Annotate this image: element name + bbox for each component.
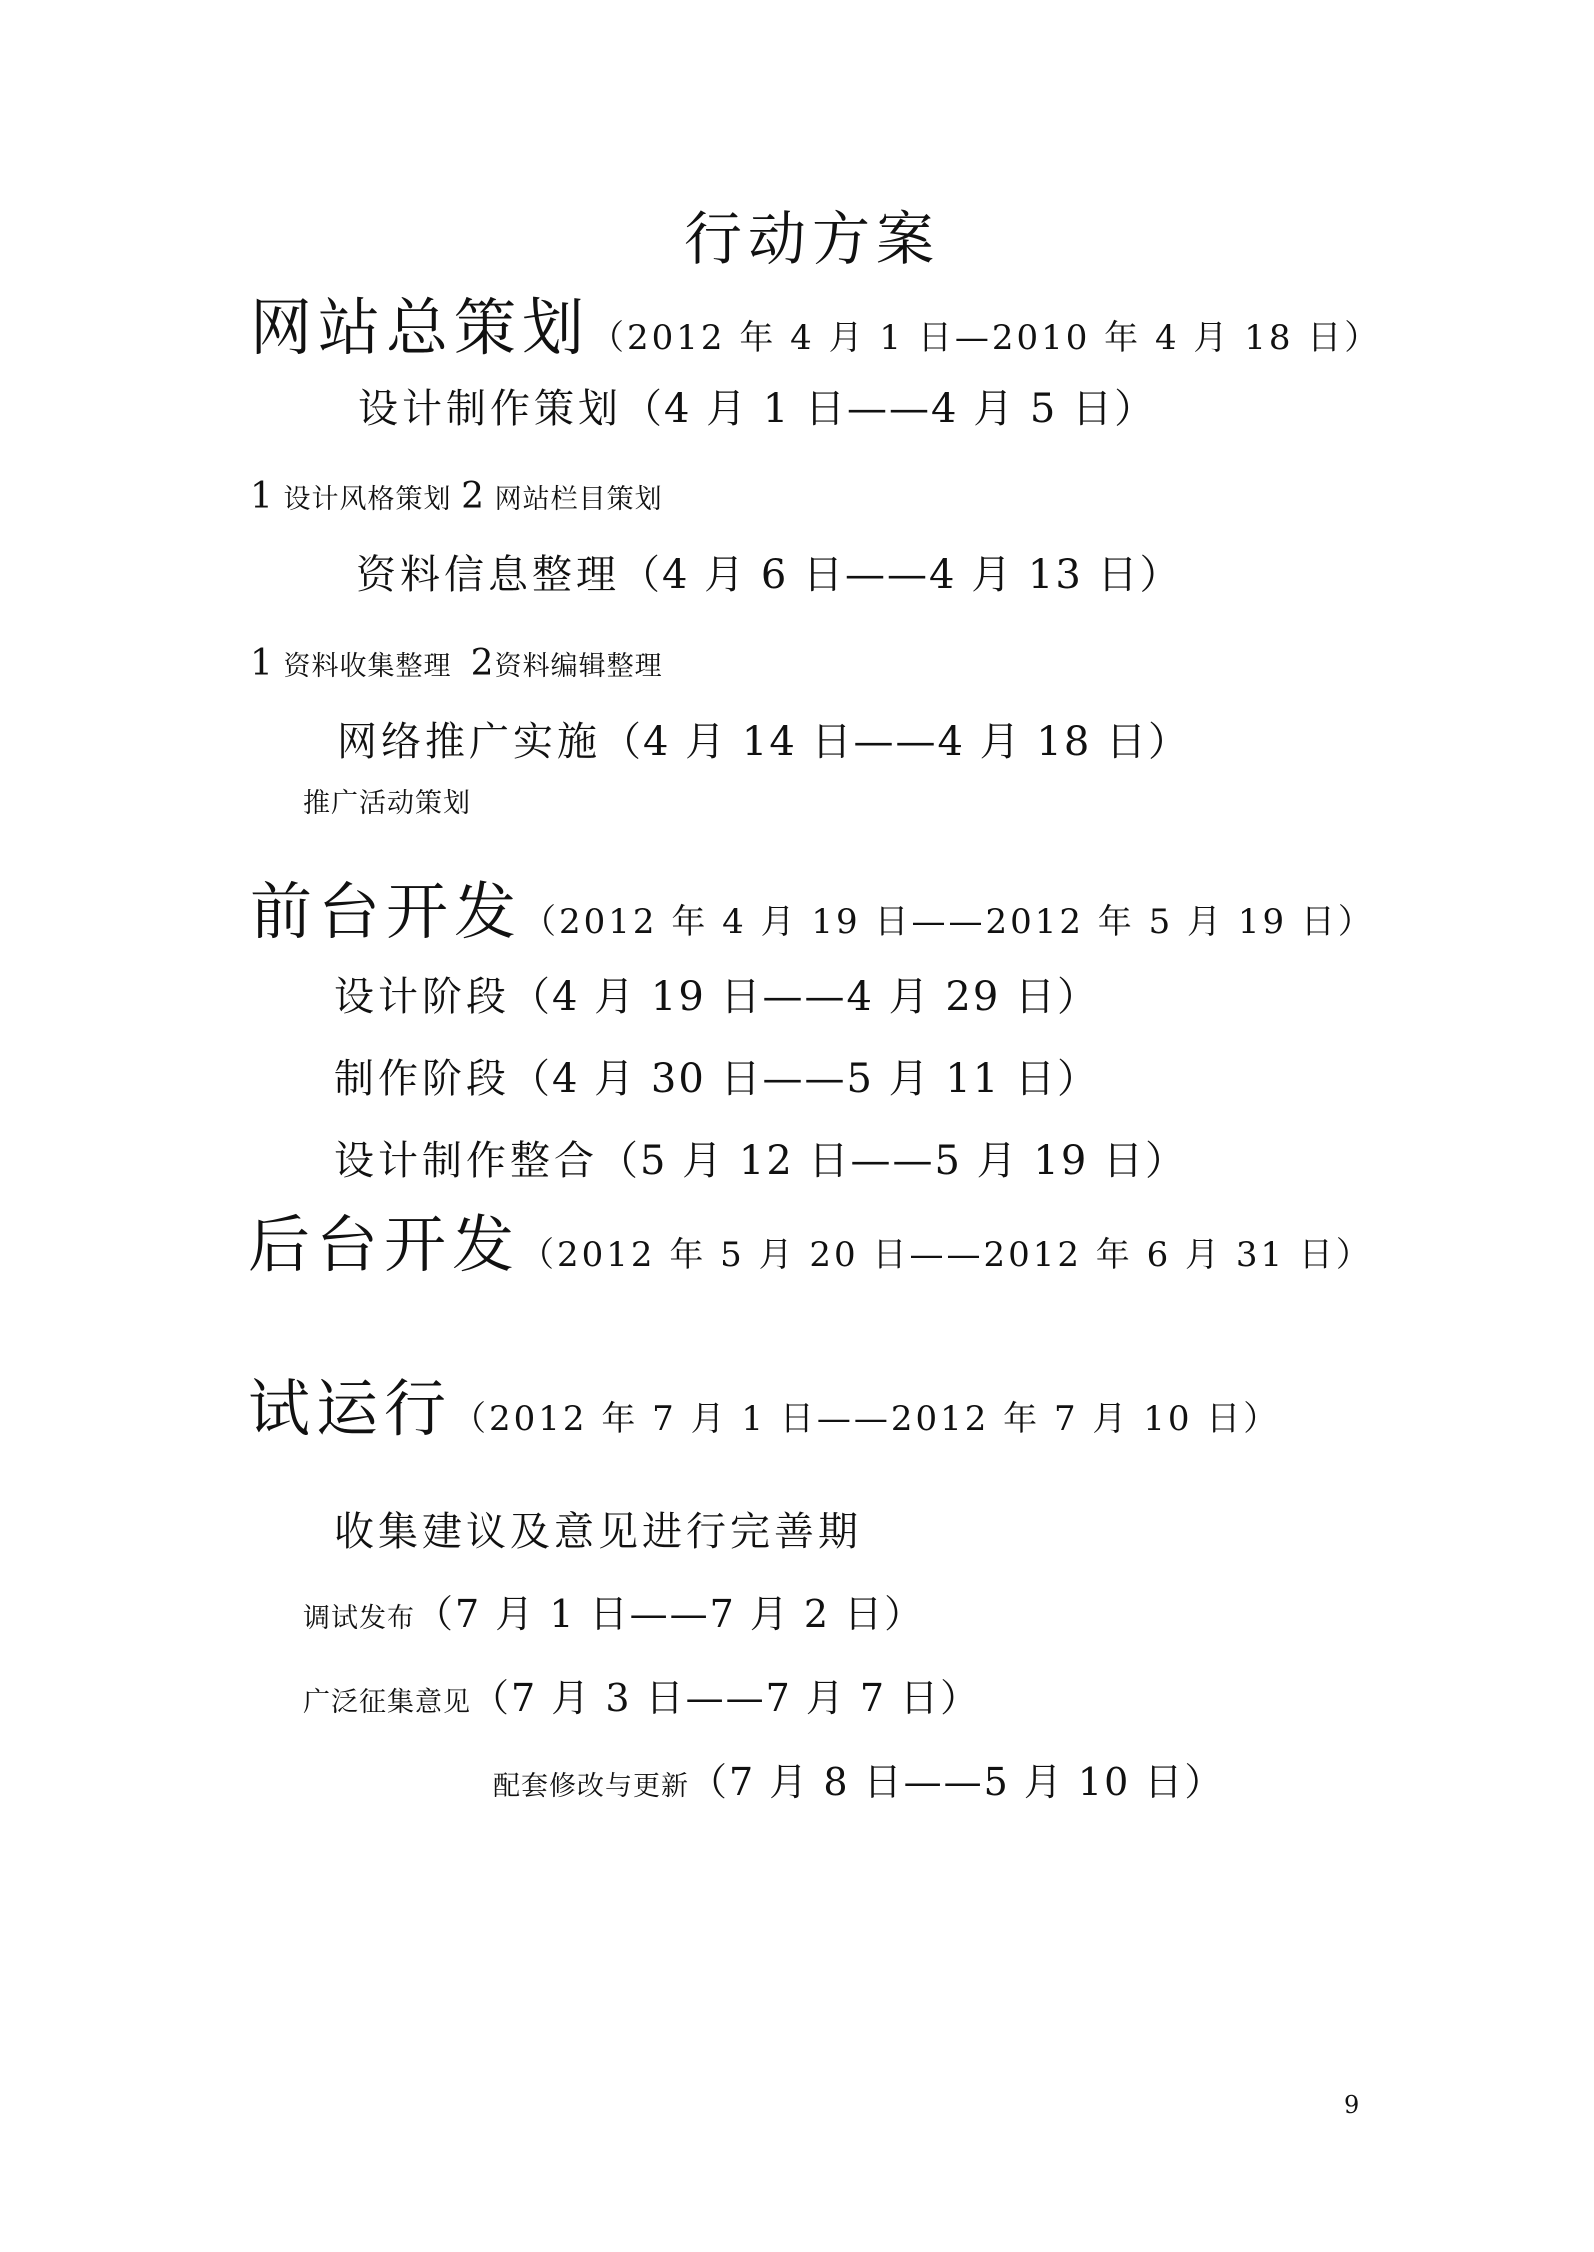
section-title: 网站总策划 [250,291,591,364]
step-label: 设计制作整合 [334,1138,598,1184]
step-label: 网络推广实施 [337,719,601,765]
section-title: 后台开发 [248,1208,521,1281]
step-date-range: （4 月 19 日——4 月 29 日） [510,974,1099,1020]
detail-number: 1 [250,643,274,684]
step-design-production-planning [358,386,1157,432]
step-date-range: （7 月 3 日——7 月 7 日） [471,1676,981,1720]
section-date-range: （2012 年 5 月 20 日——2012 年 6 月 31 日） [520,1235,1373,1275]
detail-text: 设计风格策划 [283,484,452,515]
step-date-range: （7 月 8 日——5 月 10 日） [689,1760,1225,1804]
trial-subheading: 收集建议及意见进行完善期 [334,1509,862,1555]
step-network-promotion [337,719,1190,765]
page-title: 行动方案 [684,205,941,273]
step-label: 设计阶段 [334,974,510,1020]
step-label: 广泛征集意见 [303,1687,471,1718]
step-label: 调试发布 [303,1603,415,1634]
step-collect-feedback [303,1676,981,1720]
step-date-range: （4 月 6 日——4 月 13 日） [620,552,1182,598]
section-title: 前台开发 [250,875,523,948]
step-debug-release [303,1592,925,1636]
step-integration [334,1138,1187,1184]
step-revise-update [493,1760,1225,1804]
detail-number: 2 [470,643,495,684]
step-info-organization [356,552,1182,598]
detail-number: 2 [461,476,485,517]
section-heading-trial-run [248,1372,1281,1445]
step-date-range: （4 月 30 日——5 月 11 日） [510,1056,1099,1102]
section-date-range: （2012 年 4 月 19 日——2012 年 5 月 19 日） [522,902,1375,942]
step-production-phase [334,1056,1099,1102]
step-detail-info [250,643,663,684]
step-label: 资料信息整理 [356,552,620,598]
step-detail-design [250,476,663,517]
step-label: 设计制作策划 [358,386,622,432]
detail-text: 资料收集整理 [283,651,452,682]
detail-text: 资料编辑整理 [494,651,663,682]
step-label: 配套修改与更新 [493,1771,689,1802]
section-date-range: （2012 年 4 月 1 日—2010 年 4 月 18 日） [590,318,1382,358]
step-label: 制作阶段 [334,1056,510,1102]
step-design-phase [334,974,1099,1020]
section-title: 试运行 [248,1372,453,1445]
step-date-range: （5 月 12 日——5 月 19 日） [598,1138,1187,1184]
section-heading-planning [250,291,1382,364]
detail-text: 网站栏目策划 [494,484,663,515]
step-date-range: （7 月 1 日——7 月 2 日） [415,1592,925,1636]
section-heading-frontend [250,875,1375,948]
step-date-range: （4 月 14 日——4 月 18 日） [601,719,1190,765]
section-heading-backend [248,1208,1373,1281]
section-date-range: （2012 年 7 月 1 日——2012 年 7 月 10 日） [452,1399,1281,1439]
detail-text: 推广活动策划 [303,788,471,819]
detail-number: 1 [250,476,274,517]
step-date-range: （4 月 1 日——4 月 5 日） [622,386,1157,432]
step-detail-promotion [303,790,471,817]
page-number: 9 [1344,2091,1360,2119]
